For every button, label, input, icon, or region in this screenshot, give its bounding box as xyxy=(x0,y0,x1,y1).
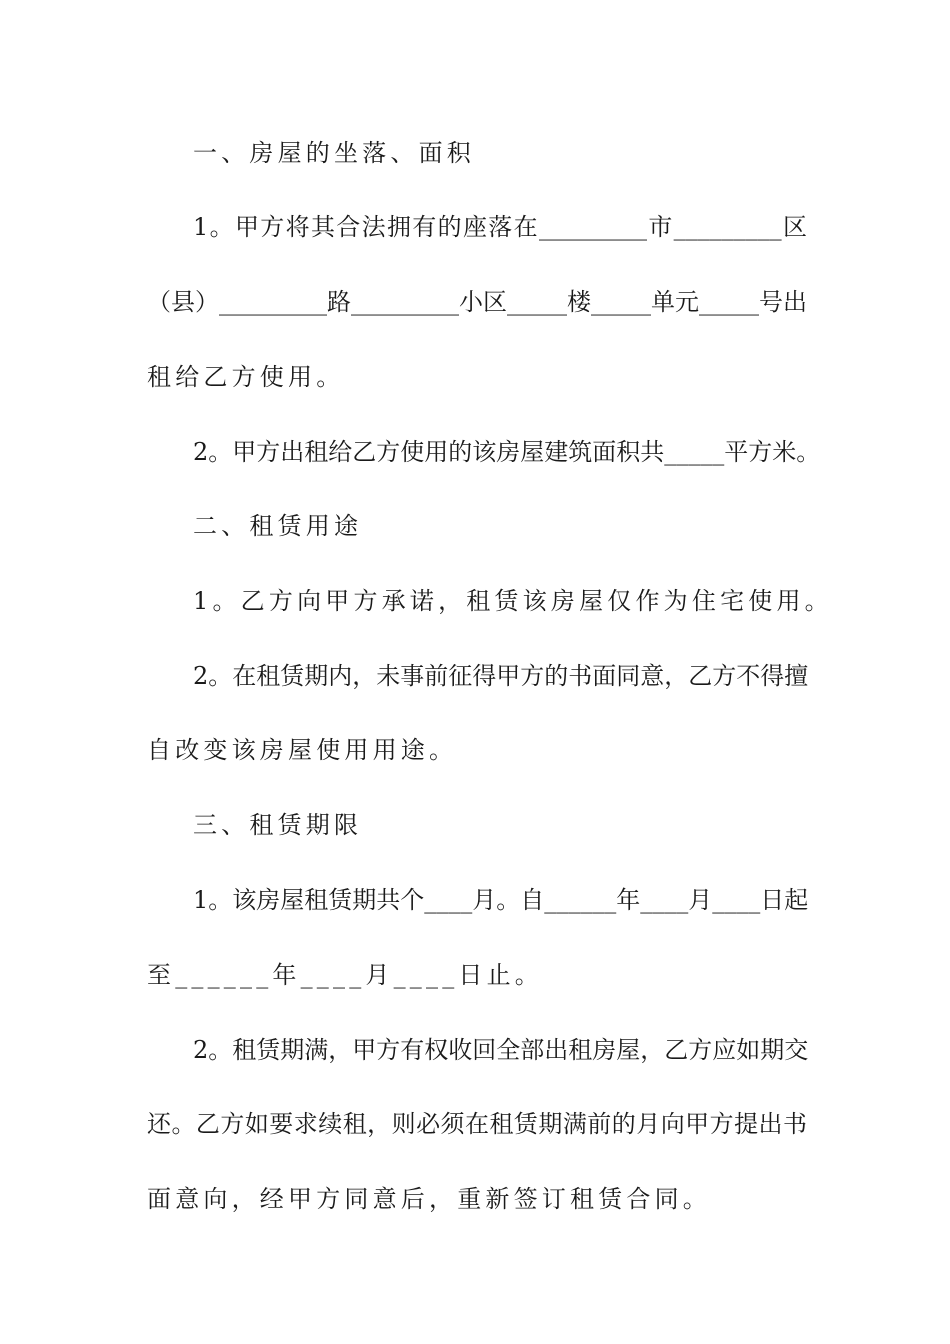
clause-text-line: 1。该房屋租赁期共个____月。自______年____月____日起 xyxy=(193,886,809,914)
clause-text-line: 1。甲方将其合法拥有的座落在_________市_________区 xyxy=(193,213,807,241)
clause-text-line: 租给乙方使用。 xyxy=(147,363,345,391)
clause-text-line: 1。乙方向甲方承诺，租赁该房屋仅作为住宅使用。 xyxy=(193,587,833,615)
clause-text-line: 还。乙方如要求续租，则必须在租赁期满前的月向甲方提出书 xyxy=(147,1110,807,1138)
section-heading-location-area: 一、房屋的坐落、面积 xyxy=(193,139,475,167)
clause-text-line: 面意向，经甲方同意后，重新签订租赁合同。 xyxy=(147,1185,711,1213)
clause-text-line: （县）_________路_________小区_____楼_____单元_____号出 xyxy=(147,288,807,316)
section-heading-lease-term: 三、租赁期限 xyxy=(193,811,363,839)
clause-text-line: 2。甲方出租给乙方使用的该房屋建筑面积共_____平方米。 xyxy=(193,438,821,466)
clause-text-line: 2。在租赁期内，未事前征得甲方的书面同意，乙方不得擅 xyxy=(193,662,809,690)
clause-text-line: 至______年____月____日止。 xyxy=(147,961,543,989)
clause-text-line: 2。租赁期满，甲方有权收回全部出租房屋，乙方应如期交 xyxy=(193,1036,809,1064)
clause-text-line: 自改变该房屋使用用途。 xyxy=(147,736,458,764)
section-heading-lease-purpose: 二、租赁用途 xyxy=(193,512,363,540)
